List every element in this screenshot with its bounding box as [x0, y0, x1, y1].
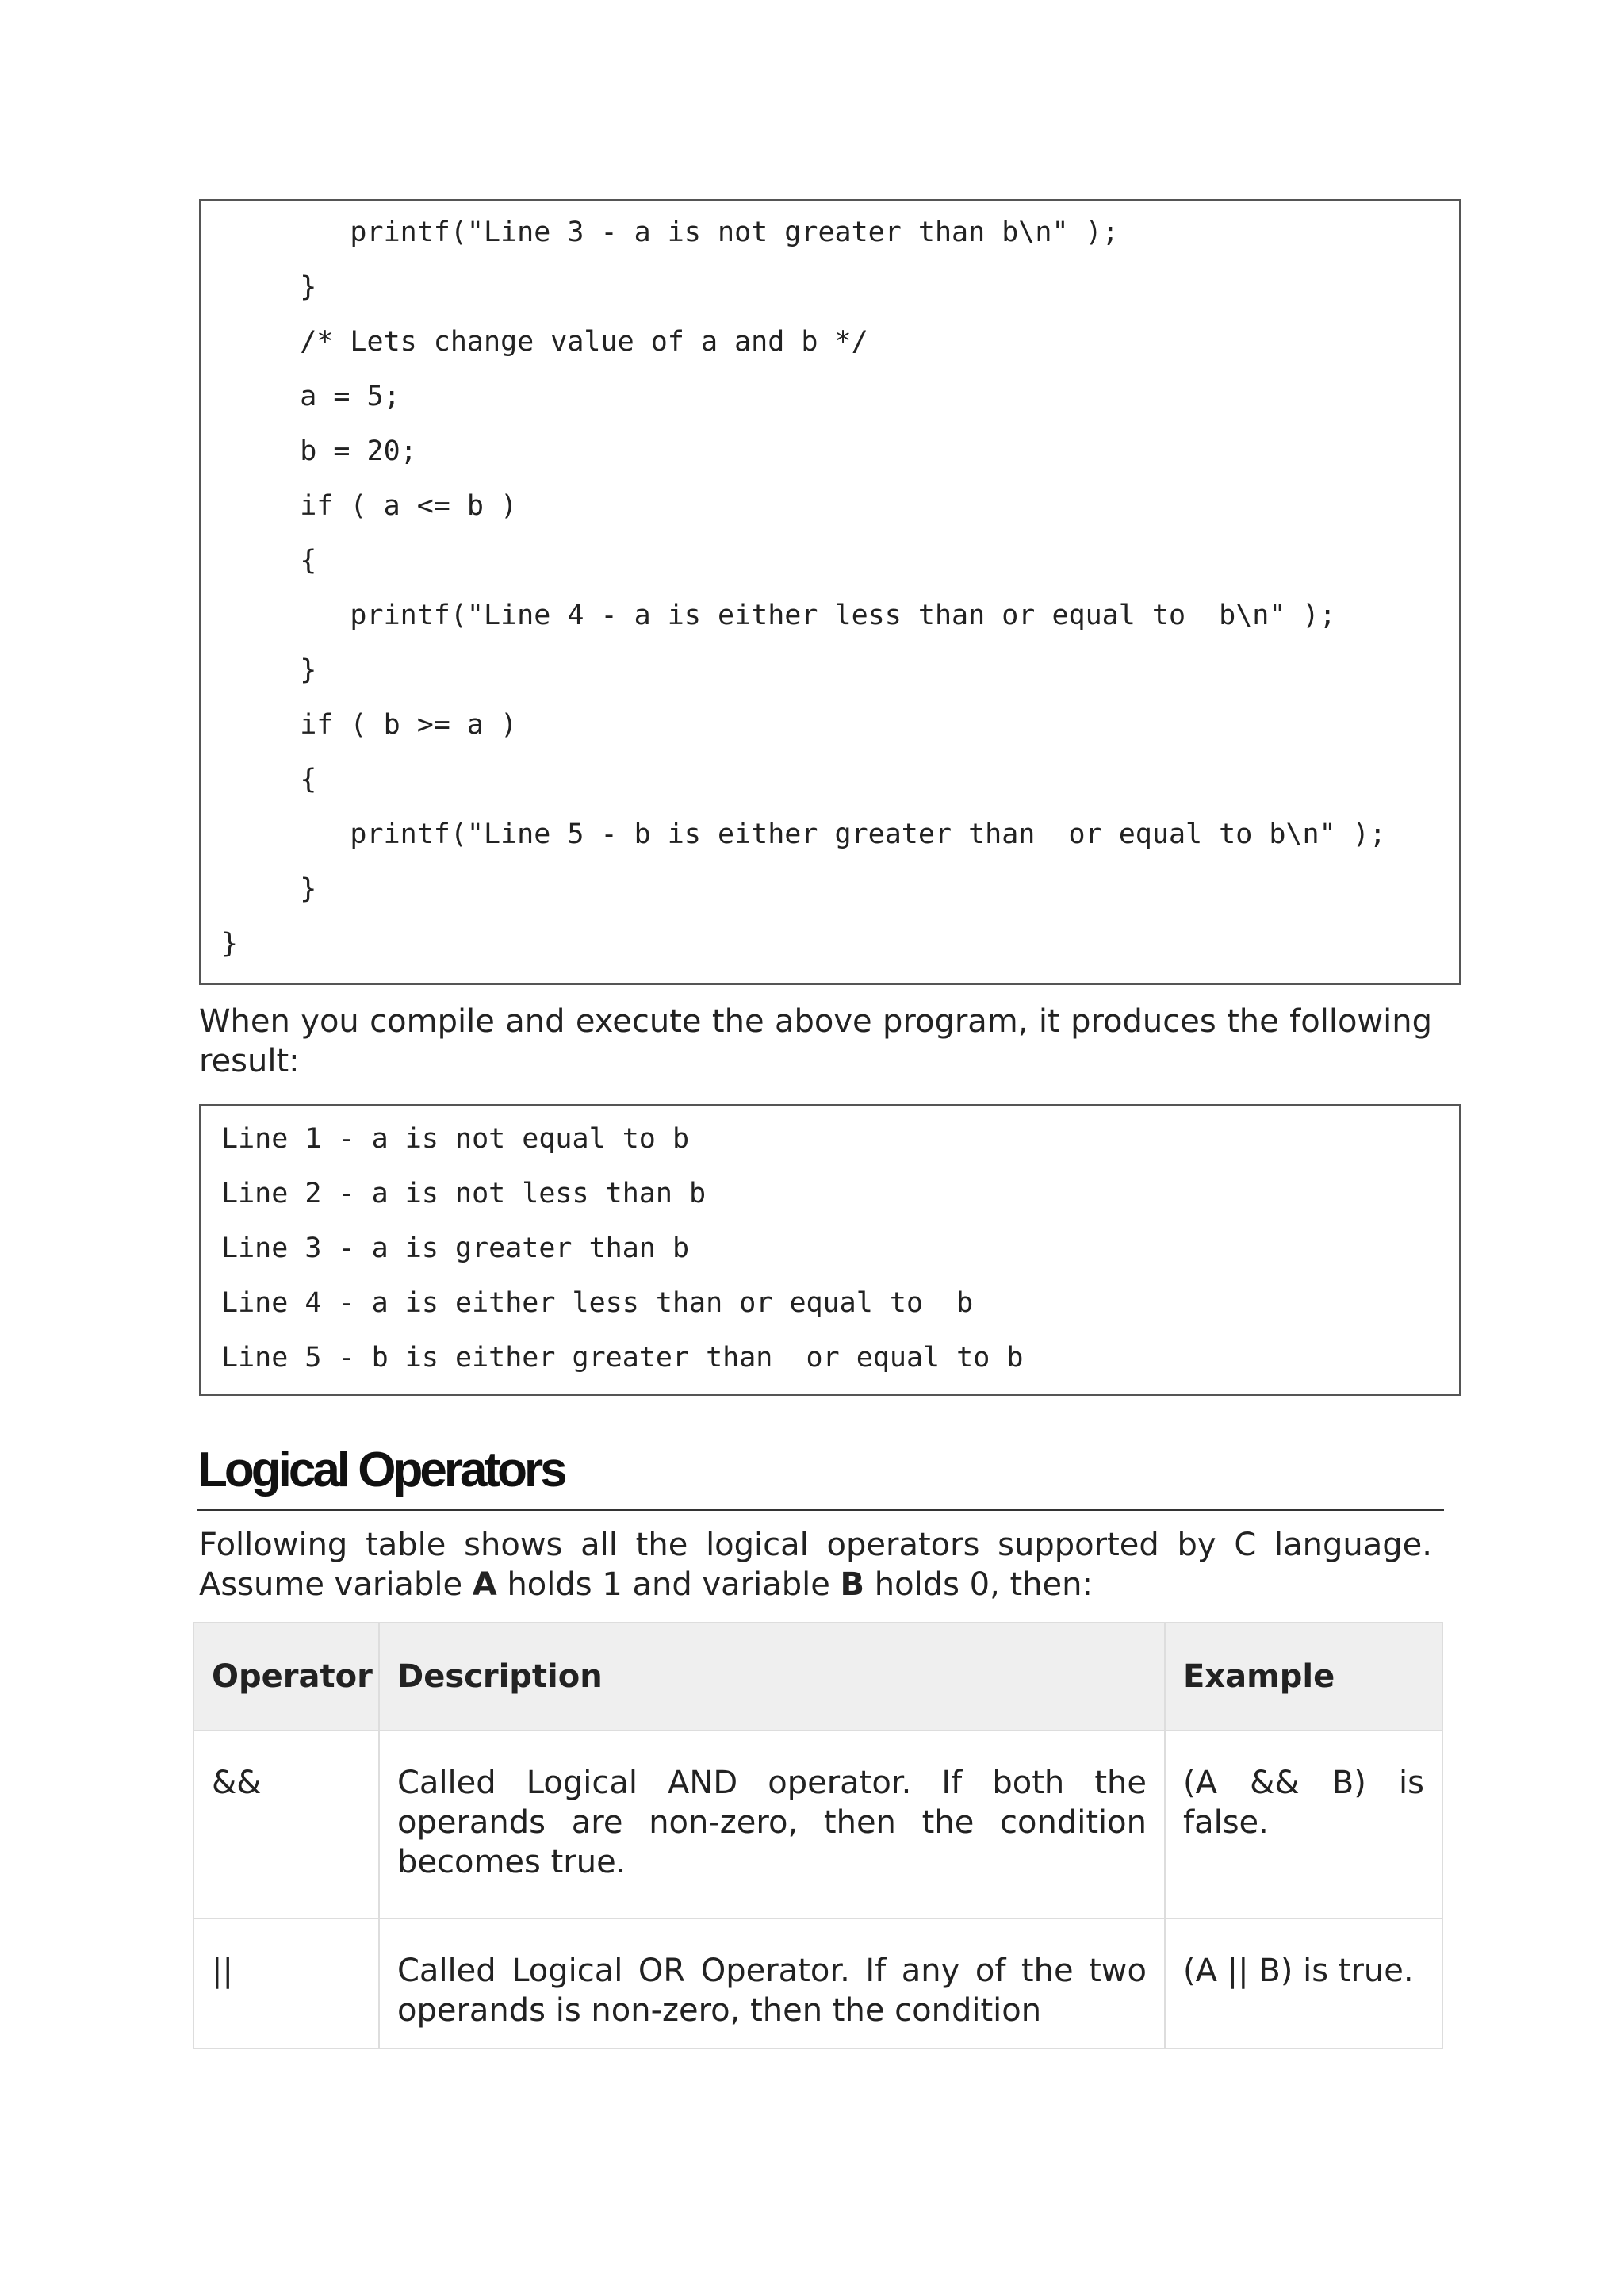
output-line: Line 2 - a is not less than b [221, 1178, 707, 1209]
program-output [199, 1104, 1461, 1396]
code-line: { [250, 764, 317, 795]
code-line: } [250, 873, 317, 905]
code-line: b = 20; [250, 435, 417, 467]
header-description: Description [379, 1623, 1165, 1731]
output-line: Line 5 - b is either greater than or equal to b [221, 1342, 1024, 1374]
section-heading: Logical Operators [197, 1443, 565, 1497]
header-example: Example [1165, 1623, 1442, 1731]
table-row [193, 1731, 1442, 1918]
intro-text: Following table shows all the logical operators supported by C language. Assume variable [199, 1527, 1432, 1603]
table-row [193, 1918, 1442, 2049]
description-cell [379, 1731, 1165, 1918]
description-text: Called Logical OR Operator. If any of the two operands is non-zero, then the condition [397, 1953, 1147, 2029]
code-line: } [221, 928, 239, 960]
table-header-row [193, 1623, 1442, 1731]
operator-cell: && [193, 1731, 379, 1918]
code-line: a = 5; [250, 381, 400, 412]
code-listing [199, 199, 1461, 985]
output-line: Line 3 - a is greater than b [221, 1232, 690, 1264]
section-intro [199, 1525, 1432, 1604]
intro-text: holds 1 and variable [496, 1566, 841, 1603]
code-line: printf("Line 4 - a is either less than or equal to b\n" ); [250, 600, 1336, 631]
heading-divider [197, 1509, 1444, 1511]
code-line: } [250, 271, 317, 303]
result-intro: When you compile and execute the above program, it produces the following result: [199, 1003, 1432, 1079]
code-line: if ( b >= a ) [250, 709, 518, 741]
logical-operators-table [193, 1622, 1443, 2049]
code-line: printf("Line 3 - a is not greater than b\n" ); [250, 217, 1119, 248]
code-line: { [250, 545, 317, 577]
code-line: } [250, 654, 317, 686]
example-text: (A && B) is false. [1183, 1765, 1424, 1841]
code-line: printf("Line 5 - b is either greater than or equal to b\n" ); [250, 818, 1386, 850]
example-cell [1165, 1731, 1442, 1918]
example-cell [1165, 1918, 1442, 2049]
variable-a: A [472, 1566, 497, 1603]
code-line: /* Lets change value of a and b */ [250, 326, 868, 358]
example-text: (A || B) is true. [1183, 1953, 1414, 1989]
operator-cell: || [193, 1918, 379, 2049]
description-cell [379, 1918, 1165, 2049]
output-line: Line 1 - a is not equal to b [221, 1123, 690, 1155]
output-line: Line 4 - a is either less than or equal to b [221, 1287, 974, 1319]
description-text: Called Logical AND operator. If both the operands are non-zero, then the condition becomes true. [397, 1765, 1147, 1880]
intro-text: holds 0, then: [864, 1566, 1093, 1603]
variable-b: B [840, 1566, 865, 1603]
code-line: if ( a <= b ) [250, 490, 518, 522]
header-operator: Operator [193, 1623, 379, 1731]
